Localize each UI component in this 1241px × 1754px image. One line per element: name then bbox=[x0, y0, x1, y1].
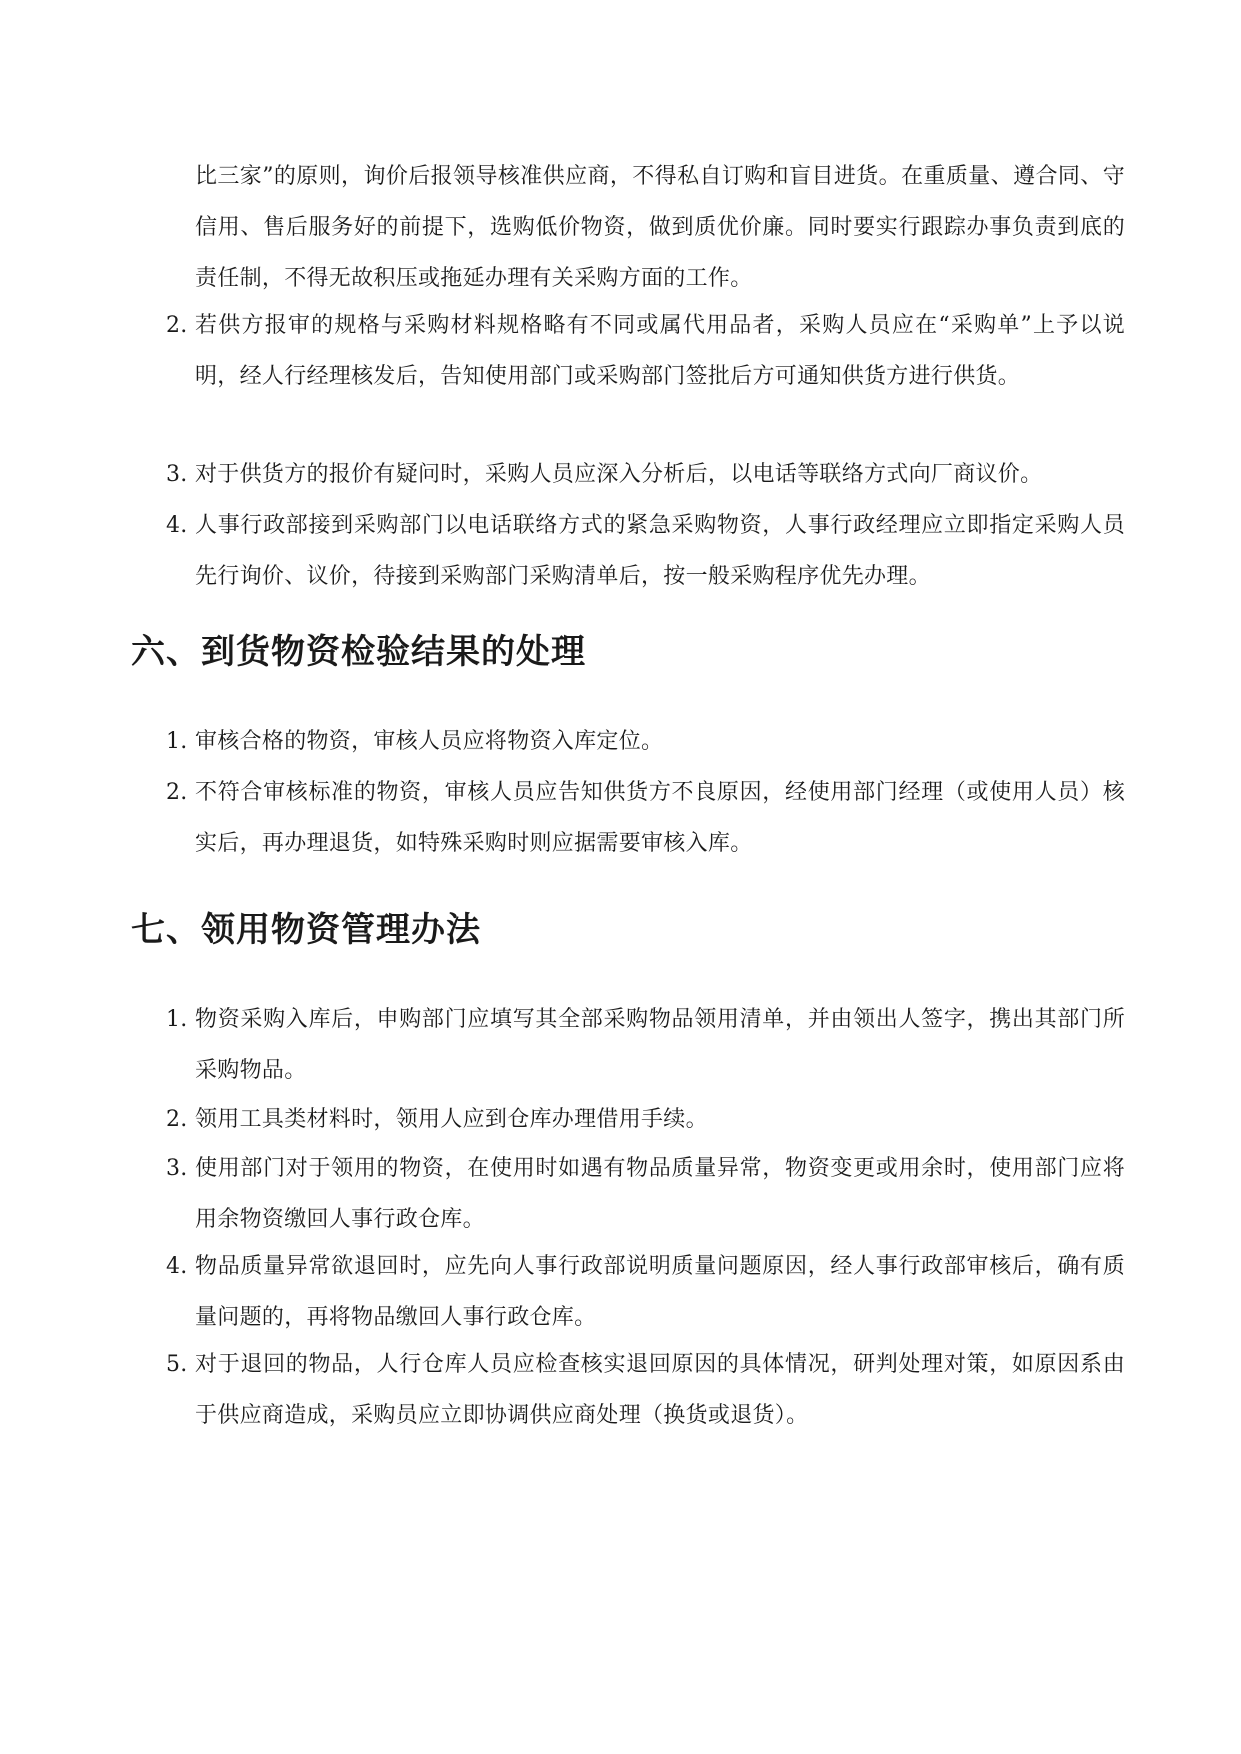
list-item bbox=[166, 1241, 1125, 1343]
list-item-number: 2. bbox=[166, 780, 188, 805]
list-item-number: 2. bbox=[166, 1107, 188, 1132]
list-item-text: 物品质量异常欲退回时，应先向人事行政部说明质量问题原因，经人事行政部审核后，确有质量问题的，再将物品缴回人事行政仓库。 bbox=[195, 1254, 1125, 1330]
list-item-text: 审核合格的物资，审核人员应将物资入库定位。 bbox=[195, 729, 664, 754]
list-item bbox=[166, 767, 1125, 869]
list-item-number: 4. bbox=[166, 513, 188, 538]
list-item bbox=[166, 500, 1125, 602]
list-item bbox=[166, 1143, 1125, 1245]
list-item-text: 对于供货方的报价有疑问时，采购人员应深入分析后，以电话等联络方式向厂商议价。 bbox=[195, 462, 1043, 487]
list-item-text: 人事行政部接到采购部门以电话联络方式的紧急采购物资，人事行政经理应立即指定采购人员先行询价、议价，待接到采购部门采购清单后，按一般采购程序优先办理。 bbox=[195, 513, 1125, 589]
list-item-number: 3. bbox=[166, 1156, 188, 1181]
section-heading: 七、领用物资管理办法 bbox=[131, 910, 481, 950]
list-item bbox=[166, 1094, 1125, 1145]
list-item bbox=[166, 716, 1125, 767]
list-item bbox=[166, 1339, 1125, 1441]
list-item-number: 3. bbox=[166, 462, 188, 487]
list-item-number: 1. bbox=[166, 729, 188, 754]
section-heading: 六、到货物资检验结果的处理 bbox=[131, 632, 586, 672]
list-item-text: 对于退回的物品，人行仓库人员应检查核实退回原因的具体情况，研判处理对策，如原因系由于供应商造成，采购员应立即协调供应商处理（换货或退货）。 bbox=[195, 1352, 1125, 1428]
list-item-number: 1. bbox=[166, 1007, 188, 1032]
list-item bbox=[166, 449, 1125, 500]
list-item-number: 4. bbox=[166, 1254, 188, 1279]
intro-paragraph: 比三家”的原则，询价后报领导核准供应商，不得私自订购和盲目进货。在重质量、遵合同、守信用、售后服务好的前提下，选购低价物资，做到质优价廉。同时要实行跟踪办事负责到底的责任制，不得无故积压或拖延办理有关采购方面的工作。 bbox=[195, 164, 1125, 291]
list-item-text: 不符合审核标准的物资，审核人员应告知供货方不良原因，经使用部门经理（或使用人员）核实后，再办理退货，如特殊采购时则应据需要审核入库。 bbox=[195, 780, 1125, 856]
list-item bbox=[166, 994, 1125, 1096]
list-item-number: 2. bbox=[166, 313, 188, 338]
list-item-text: 物资采购入库后，申购部门应填写其全部采购物品领用清单，并由领出人签字，携出其部门所采购物品。 bbox=[195, 1007, 1125, 1083]
list-item-text: 若供方报审的规格与采购材料规格略有不同或属代用品者，采购人员应在“采购单”上予以说明，经人行经理核发后，告知使用部门或采购部门签批后方可通知供货方进行供货。 bbox=[195, 313, 1125, 389]
list-item-text: 使用部门对于领用的物资，在使用时如遇有物品质量异常，物资变更或用余时，使用部门应将用余物资缴回人事行政仓库。 bbox=[195, 1156, 1125, 1232]
list-item-number: 5. bbox=[166, 1352, 188, 1377]
list-item bbox=[166, 300, 1125, 402]
list-item-text: 领用工具类材料时，领用人应到仓库办理借用手续。 bbox=[195, 1107, 708, 1132]
